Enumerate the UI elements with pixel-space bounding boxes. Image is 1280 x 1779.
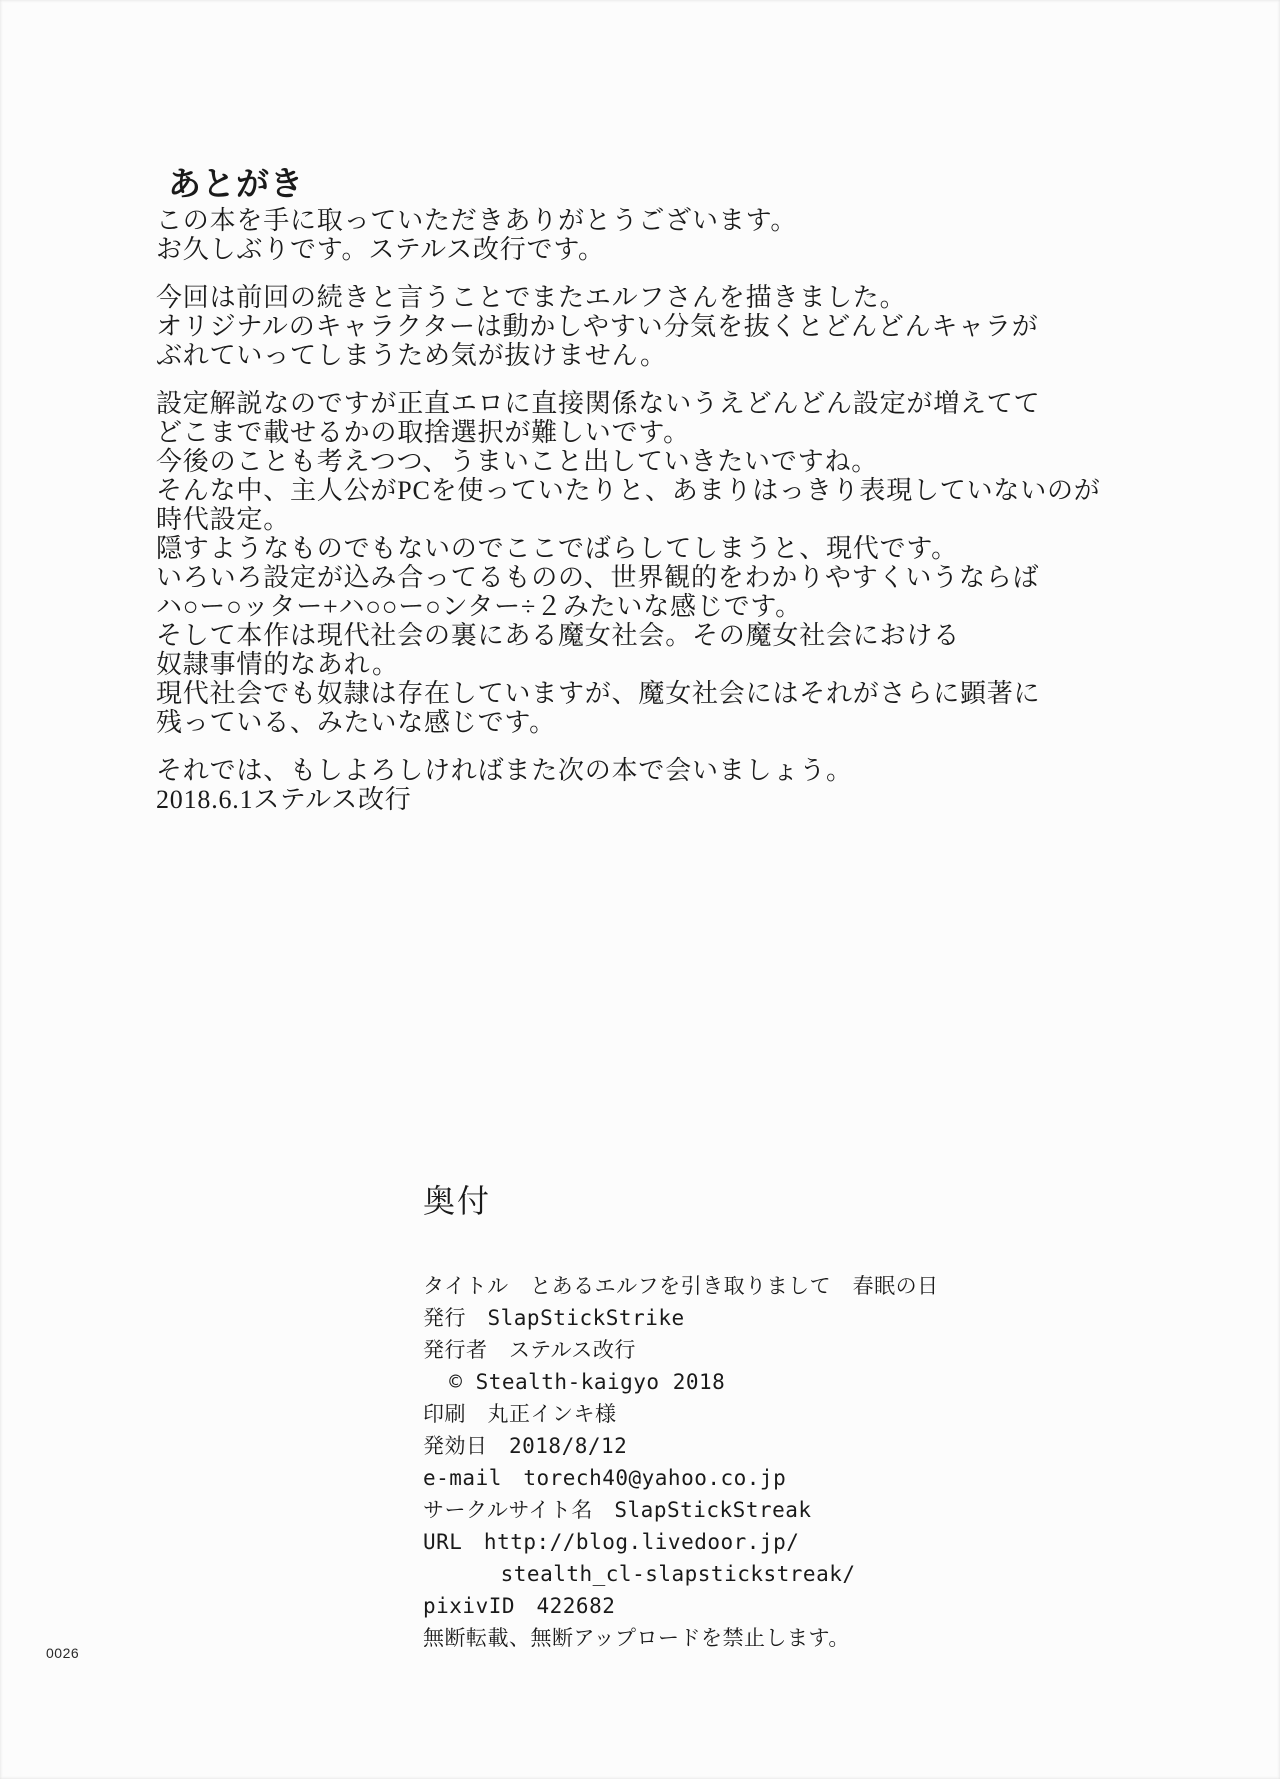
afterword-line: そんな中、主人公がPCを使っていたりと、あまりはっきり表現していないのが: [156, 476, 1101, 505]
colophon-date-line: 発効日 2018/8/12: [423, 1434, 628, 1458]
afterword-line: そして本作は現代社会の裏にある魔女社会。その魔女社会における: [156, 621, 961, 650]
colophon-lines: [423, 1270, 939, 1654]
colophon-url-line-2: stealth_cl-slapstickstreak/: [423, 1562, 856, 1586]
afterword-line: 今後のことも考えつつ、うまいこと出していきたいですね。: [156, 447, 879, 476]
afterword-line: 現代社会でも奴隷は存在していますが、魔女社会にはそれがさらに顕著に: [156, 679, 1041, 708]
afterword-line: オリジナルのキャラクターは動かしやすい分気を抜くとどんどんキャラが: [156, 312, 1039, 341]
afterword-line: 今回は前回の続きと言うことでまたエルフさんを描きました。: [156, 283, 907, 312]
colophon-printer-line: 印刷 丸正インキ様: [423, 1402, 617, 1426]
colophon-circle-site-line: サークルサイト名 SlapStickStreak: [423, 1498, 812, 1522]
afterword-line: 隠すようなものでもないのでここでばらしてしまうと、現代です。: [156, 534, 958, 563]
afterword-line: この本を手に取っていただきありがとうございます。: [156, 206, 798, 235]
afterword-signature-date: 2018.6.1ステルス改行: [156, 785, 412, 814]
afterword-line: 奴隷事情的なあれ。: [156, 650, 399, 679]
afterword-line: 時代設定。: [156, 505, 291, 534]
colophon-title-line: タイトル とあるエルフを引き取りまして 春眠の日: [423, 1274, 939, 1298]
afterword-paragraph: [156, 206, 1136, 264]
afterword-line: お久しぶりです。ステルス改行です。: [156, 235, 605, 264]
afterword-closing-line: それでは、もしよろしければまた次の本で会いましょう。: [156, 756, 853, 785]
colophon-notice-line: 無断転載、無断アップロードを禁止します。: [423, 1626, 850, 1650]
afterword-heading: あとがき: [168, 165, 304, 203]
colophon-url-line: URL http://blog.livedoor.jp/: [423, 1530, 800, 1554]
afterword-paragraph: [156, 756, 1136, 814]
colophon-pixiv-id-line: pixivID 422682: [423, 1594, 616, 1618]
page-number: 0026: [46, 1645, 80, 1661]
afterword-line: どこまで載せるかの取捨選択が難しいです。: [156, 418, 690, 447]
colophon-email-line: e-mail torech40@yahoo.co.jp: [423, 1466, 787, 1490]
afterword-line: ぶれていってしまうため気が抜けません。: [156, 341, 667, 370]
afterword-paragraph: [156, 389, 1136, 737]
colophon-heading: 奥付: [423, 1183, 492, 1219]
colophon-block: [423, 1176, 939, 1654]
colophon-publisher-line: 発行 SlapStickStrike: [423, 1306, 685, 1330]
afterword-body: [156, 206, 1136, 833]
afterword-line: ハ○ー○ッター+ハ○○ー○ンター÷２みたいな感じです。: [156, 592, 802, 621]
colophon-author-line: 発行者 ステルス改行: [423, 1338, 636, 1362]
afterword-paragraph: [156, 283, 1136, 370]
colophon-copyright-line: © Stealth-kaigyo 2018: [423, 1370, 726, 1394]
afterword-line: 設定解説なのですが正直エロに直接関係ないうえどんどん設定が増えてて: [156, 389, 1041, 418]
afterword-line: 残っている、みたいな感じです。: [156, 708, 556, 737]
afterword-line: いろいろ設定が込み合ってるものの、世界観的をわかりやすくいうならば: [156, 563, 1040, 592]
